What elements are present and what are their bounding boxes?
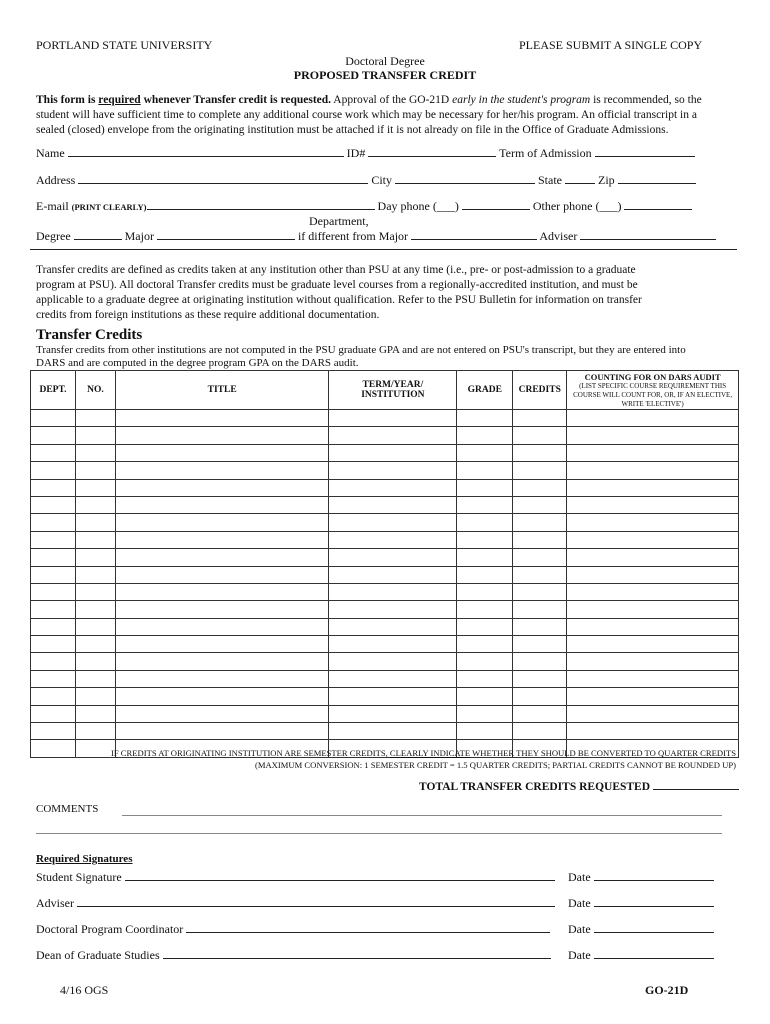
- cell-title[interactable]: [115, 688, 329, 705]
- coordinator-date-field[interactable]: [568, 922, 714, 937]
- cell-term[interactable]: [329, 427, 457, 444]
- transfer-credits-table: [30, 370, 739, 758]
- cell-grade[interactable]: [457, 410, 513, 427]
- table-row: [31, 670, 739, 687]
- cell-credits[interactable]: [513, 496, 567, 513]
- col-grade: GRADE: [457, 371, 513, 410]
- cell-credits[interactable]: [513, 601, 567, 618]
- adviser-field-line[interactable]: [580, 229, 716, 240]
- signatures-heading: Required Signatures: [36, 853, 133, 865]
- cell-term[interactable]: [329, 723, 457, 740]
- cell-title[interactable]: [115, 636, 329, 653]
- student-signature-line[interactable]: [125, 870, 555, 881]
- comments-line-2[interactable]: [36, 833, 722, 834]
- cell-credits[interactable]: [513, 427, 567, 444]
- form-title: PROPOSED TRANSFER CREDIT: [293, 68, 477, 82]
- adviser-signature-field[interactable]: [36, 896, 555, 911]
- cell-title[interactable]: [115, 583, 329, 600]
- cell-title[interactable]: [115, 462, 329, 479]
- dean-signature-line[interactable]: [163, 948, 551, 959]
- intro-italic: early in the student's program: [452, 94, 591, 106]
- cell-no[interactable]: [75, 496, 115, 513]
- city-line[interactable]: [395, 173, 535, 184]
- major-line[interactable]: [157, 229, 295, 240]
- table-row: [31, 723, 739, 740]
- cell-term[interactable]: [329, 462, 457, 479]
- coordinator-date-line[interactable]: [594, 922, 714, 933]
- cell-dept[interactable]: [31, 653, 76, 670]
- table-row: [31, 531, 739, 548]
- cell-term[interactable]: [329, 549, 457, 566]
- cell-term[interactable]: [329, 601, 457, 618]
- cell-dept[interactable]: [31, 427, 76, 444]
- cell-counting[interactable]: [567, 601, 739, 618]
- id-label: ID#: [346, 146, 366, 160]
- cell-credits[interactable]: [513, 410, 567, 427]
- cell-no[interactable]: [75, 618, 115, 635]
- cell-grade[interactable]: [457, 618, 513, 635]
- day-phone-label: Day phone (___): [377, 199, 459, 213]
- col-no: NO.: [75, 371, 115, 410]
- cell-term[interactable]: [329, 410, 457, 427]
- table-row: [31, 496, 739, 513]
- cell-dept[interactable]: [31, 618, 76, 635]
- cell-title[interactable]: [115, 670, 329, 687]
- cell-dept[interactable]: [31, 444, 76, 461]
- col-title: TITLE: [115, 371, 329, 410]
- department-label: Department,: [309, 214, 369, 228]
- cell-term[interactable]: [329, 514, 457, 531]
- table-row: [31, 549, 739, 566]
- degree-line[interactable]: [74, 229, 122, 240]
- cell-no[interactable]: [75, 688, 115, 705]
- counting-note: (LIST SPECIFIC COURSE REQUIREMENT THIS COURSE WILL COUNT FOR, OR, IF AN ELECTIVE, WRITE 'ELECTIVE'): [573, 381, 733, 408]
- coordinator-signature-field[interactable]: [36, 922, 550, 937]
- cell-dept[interactable]: [31, 705, 76, 722]
- print-clearly-note: (PRINT CLEARLY): [71, 202, 147, 212]
- cell-counting[interactable]: [567, 549, 739, 566]
- cell-dept[interactable]: [31, 566, 76, 583]
- cell-dept[interactable]: [31, 723, 76, 740]
- conversion-note-underlined: CLEARLY INDICATE: [389, 748, 471, 758]
- cell-grade[interactable]: [457, 723, 513, 740]
- cell-dept[interactable]: [31, 549, 76, 566]
- coordinator-signature-label: Doctoral Program Coordinator: [36, 922, 184, 936]
- cell-no[interactable]: [75, 531, 115, 548]
- cell-dept[interactable]: [31, 410, 76, 427]
- cell-credits[interactable]: [513, 549, 567, 566]
- coordinator-signature-line[interactable]: [186, 922, 550, 933]
- cell-credits[interactable]: [513, 636, 567, 653]
- cell-dept[interactable]: [31, 670, 76, 687]
- intro-line-2: student will have sufficient time to complete any additional course work which may be necessary for her/his program. An official transcript in a: [36, 109, 697, 121]
- cell-grade[interactable]: [457, 653, 513, 670]
- cell-credits[interactable]: [513, 444, 567, 461]
- cell-counting[interactable]: [567, 618, 739, 635]
- cell-credits[interactable]: [513, 618, 567, 635]
- adviser-signature-label: Adviser: [36, 896, 74, 910]
- cell-no[interactable]: [75, 723, 115, 740]
- cell-title[interactable]: [115, 531, 329, 548]
- dean-signature-label: Dean of Graduate Studies: [36, 948, 160, 962]
- cell-title[interactable]: [115, 723, 329, 740]
- table-row: [31, 688, 739, 705]
- dean-date-label: Date: [568, 948, 591, 962]
- col-counting-for: [567, 371, 739, 410]
- cell-grade[interactable]: [457, 531, 513, 548]
- adviser-signature-line[interactable]: [77, 896, 555, 907]
- cell-term[interactable]: [329, 688, 457, 705]
- cell-credits[interactable]: [513, 479, 567, 496]
- table-row: [31, 410, 739, 427]
- name-field[interactable]: [36, 146, 695, 161]
- cell-term[interactable]: [329, 705, 457, 722]
- intro-required: required: [98, 94, 141, 106]
- cell-no[interactable]: [75, 636, 115, 653]
- other-phone-label: Other phone (___): [532, 199, 622, 213]
- total-credits-label: TOTAL TRANSFER CREDITS REQUESTED: [419, 781, 651, 793]
- cell-counting[interactable]: [567, 479, 739, 496]
- cell-no[interactable]: [75, 462, 115, 479]
- degree-field[interactable]: [36, 229, 716, 244]
- cell-title[interactable]: [115, 514, 329, 531]
- revision-label: 4/16 OGS: [60, 983, 109, 997]
- cell-credits[interactable]: [513, 670, 567, 687]
- cell-credits[interactable]: [513, 688, 567, 705]
- cell-counting[interactable]: [567, 583, 739, 600]
- table-row: [31, 444, 739, 461]
- intro-bold-b: whenever Transfer credit is requested.: [140, 94, 332, 106]
- cell-dept[interactable]: [31, 531, 76, 548]
- cell-grade[interactable]: [457, 514, 513, 531]
- definition-line-4: credits from foreign institutions as these require additional documentation.: [36, 309, 380, 321]
- table-row: [31, 705, 739, 722]
- total-credits-line[interactable]: [653, 779, 739, 790]
- major-label: Major: [124, 229, 154, 243]
- cell-no[interactable]: [75, 479, 115, 496]
- table-row: [31, 653, 739, 670]
- student-date-line[interactable]: [594, 870, 714, 881]
- cell-counting[interactable]: [567, 514, 739, 531]
- transfer-credits-heading: Transfer Credits: [36, 327, 143, 343]
- cell-title[interactable]: [115, 427, 329, 444]
- cell-no[interactable]: [75, 670, 115, 687]
- student-signature-field[interactable]: [36, 870, 555, 885]
- email-label: E-mail: [36, 199, 69, 213]
- address-line[interactable]: [78, 173, 368, 184]
- conversion-note-b: WHETHER THEY SHOULD BE CONVERTED TO QUARTER CREDITS: [470, 748, 736, 758]
- cell-credits[interactable]: [513, 531, 567, 548]
- zip-line[interactable]: [618, 173, 696, 184]
- cell-grade[interactable]: [457, 583, 513, 600]
- cell-dept[interactable]: [31, 496, 76, 513]
- cell-title[interactable]: [115, 549, 329, 566]
- col-term-year-institution: TERM/YEAR/ INSTITUTION: [329, 371, 457, 410]
- transfer-note-line-2: DARS and are computed in the degree program GPA on the DARS audit.: [36, 357, 359, 369]
- submit-note: PLEASE SUBMIT A SINGLE COPY: [519, 38, 703, 52]
- cell-grade[interactable]: [457, 427, 513, 444]
- form-code: GO-21D: [645, 983, 689, 997]
- intro-plain-b: is recommended, so the: [590, 94, 702, 106]
- cell-grade[interactable]: [457, 705, 513, 722]
- cell-title[interactable]: [115, 496, 329, 513]
- table-row: [31, 636, 739, 653]
- degree-label: Doctoral Degree: [345, 54, 425, 68]
- cell-counting[interactable]: [567, 688, 739, 705]
- cell-term[interactable]: [329, 653, 457, 670]
- section-divider: [30, 249, 737, 250]
- intro-bold-a: This form is: [36, 94, 99, 106]
- table-row: [31, 462, 739, 479]
- cell-credits[interactable]: [513, 705, 567, 722]
- cell-dept[interactable]: [31, 688, 76, 705]
- table-header-row: [31, 371, 739, 410]
- cell-no[interactable]: [75, 705, 115, 722]
- adviser-date-label: Date: [568, 896, 591, 910]
- cell-grade[interactable]: [457, 479, 513, 496]
- cell-no[interactable]: [75, 410, 115, 427]
- cell-counting[interactable]: [567, 566, 739, 583]
- student-date-label: Date: [568, 870, 591, 884]
- cell-term[interactable]: [329, 496, 457, 513]
- col-credits: CREDITS: [513, 371, 567, 410]
- conversion-note: [30, 747, 736, 771]
- cell-grade[interactable]: [457, 549, 513, 566]
- cell-no[interactable]: [75, 514, 115, 531]
- table-row: [31, 479, 739, 496]
- cell-title[interactable]: [115, 653, 329, 670]
- cell-title[interactable]: [115, 479, 329, 496]
- cell-title[interactable]: [115, 618, 329, 635]
- total-credits-field[interactable]: [419, 779, 739, 793]
- cell-counting[interactable]: [567, 444, 739, 461]
- cell-credits[interactable]: [513, 583, 567, 600]
- cell-dept[interactable]: [31, 514, 76, 531]
- cell-grade[interactable]: [457, 444, 513, 461]
- cell-term[interactable]: [329, 531, 457, 548]
- cell-title[interactable]: [115, 444, 329, 461]
- cell-term[interactable]: [329, 583, 457, 600]
- cell-counting[interactable]: [567, 410, 739, 427]
- department-if-different-label: if different from Major: [297, 229, 409, 243]
- definition-line-2: program at PSU). All doctoral Transfer credits must be graduate level courses from a regionally-accredited institution, and must be: [36, 279, 638, 291]
- cell-credits[interactable]: [513, 653, 567, 670]
- cell-counting[interactable]: [567, 427, 739, 444]
- table-row: [31, 583, 739, 600]
- cell-title[interactable]: [115, 410, 329, 427]
- table-row: [31, 601, 739, 618]
- table-row: [31, 427, 739, 444]
- cell-term[interactable]: [329, 670, 457, 687]
- intro-plain-a: Approval of the GO-21D: [331, 94, 453, 106]
- city-label: City: [371, 173, 392, 187]
- comments-label: COMMENTS: [36, 803, 99, 815]
- intro-line-3: sealed (closed) envelope from the originating institution must be attached if it is not already on file in the Office of Graduate Admissions.: [36, 124, 669, 136]
- adviser-date-field[interactable]: [568, 896, 714, 911]
- name-line[interactable]: [68, 146, 344, 157]
- counting-header: COUNTING FOR ON DARS AUDIT: [584, 371, 721, 382]
- name-label: Name: [36, 146, 65, 160]
- cell-dept[interactable]: [31, 479, 76, 496]
- cell-grade[interactable]: [457, 601, 513, 618]
- dean-signature-field[interactable]: [36, 948, 551, 963]
- zip-label: Zip: [598, 173, 615, 187]
- state-line[interactable]: [565, 173, 595, 184]
- intro-paragraph: [36, 93, 746, 138]
- cell-counting[interactable]: [567, 531, 739, 548]
- transfer-note: [36, 344, 686, 370]
- definition-line-1: Transfer credits are defined as credits taken at any institution other than PSU at any time (i.e., pre- or post-admission to a graduate: [36, 264, 636, 276]
- email-field[interactable]: [36, 199, 692, 214]
- cell-dept[interactable]: [31, 636, 76, 653]
- cell-counting[interactable]: [567, 653, 739, 670]
- conversion-note-line-2: (MAXIMUM CONVERSION: 1 SEMESTER CREDIT = 1.5 QUARTER CREDITS; PARTIAL CREDITS CANNOT BE ROUNDED UP): [254, 760, 736, 770]
- cell-dept[interactable]: [31, 462, 76, 479]
- table-row: [31, 566, 739, 583]
- conversion-note-a: IF CREDITS AT ORIGINATING INSTITUTION ARE SEMESTER CREDITS,: [111, 748, 390, 758]
- dean-date-line[interactable]: [594, 948, 714, 959]
- adviser-date-line[interactable]: [594, 896, 714, 907]
- cell-counting[interactable]: [567, 636, 739, 653]
- cell-no[interactable]: [75, 427, 115, 444]
- transfer-note-line-1: Transfer credits from other institutions are not computed in the PSU graduate GPA and are not entered on PSU's transcript, but they are entered into: [36, 344, 686, 356]
- coordinator-date-label: Date: [568, 922, 591, 936]
- cell-title[interactable]: [115, 705, 329, 722]
- cell-no[interactable]: [75, 444, 115, 461]
- dean-date-field[interactable]: [568, 948, 714, 963]
- table-row: [31, 618, 739, 635]
- cell-grade[interactable]: [457, 670, 513, 687]
- cell-grade[interactable]: [457, 496, 513, 513]
- degree-label: Degree: [36, 229, 71, 243]
- address-label: Address: [36, 173, 76, 187]
- cell-credits[interactable]: [513, 514, 567, 531]
- cell-grade[interactable]: [457, 636, 513, 653]
- email-line[interactable]: [147, 199, 375, 210]
- cell-counting[interactable]: [567, 462, 739, 479]
- cell-grade[interactable]: [457, 566, 513, 583]
- department-line[interactable]: [411, 229, 537, 240]
- cell-term[interactable]: [329, 618, 457, 635]
- col-dept: DEPT.: [31, 371, 76, 410]
- cell-counting[interactable]: [567, 723, 739, 740]
- cell-title[interactable]: [115, 566, 329, 583]
- cell-term[interactable]: [329, 566, 457, 583]
- cell-no[interactable]: [75, 583, 115, 600]
- cell-term[interactable]: [329, 479, 457, 496]
- cell-dept[interactable]: [31, 583, 76, 600]
- address-field[interactable]: [36, 173, 696, 188]
- table-body: [31, 410, 739, 758]
- student-signature-label: Student Signature: [36, 870, 122, 884]
- comments-line-1[interactable]: [122, 815, 722, 816]
- cell-no[interactable]: [75, 653, 115, 670]
- student-date-field[interactable]: [568, 870, 714, 885]
- definition-paragraph: [36, 263, 642, 323]
- cell-grade[interactable]: [457, 688, 513, 705]
- cell-dept[interactable]: [31, 601, 76, 618]
- university-name: PORTLAND STATE UNIVERSITY: [36, 38, 213, 52]
- cell-credits[interactable]: [513, 462, 567, 479]
- definition-line-3: applicable to a graduate degree at originating institution without qualification. Refer to the PSU Bulletin for information on transfer: [36, 294, 642, 306]
- term-label: Term of Admission: [499, 146, 592, 160]
- cell-term[interactable]: [329, 636, 457, 653]
- cell-counting[interactable]: [567, 705, 739, 722]
- cell-no[interactable]: [75, 549, 115, 566]
- cell-no[interactable]: [75, 566, 115, 583]
- table-row: [31, 514, 739, 531]
- cell-grade[interactable]: [457, 462, 513, 479]
- cell-no[interactable]: [75, 601, 115, 618]
- id-line[interactable]: [368, 146, 496, 157]
- cell-credits[interactable]: [513, 566, 567, 583]
- adviser-field-label: Adviser: [539, 229, 578, 243]
- term-line[interactable]: [595, 146, 695, 157]
- cell-credits[interactable]: [513, 723, 567, 740]
- day-phone-line[interactable]: [462, 199, 530, 210]
- cell-counting[interactable]: [567, 496, 739, 513]
- cell-title[interactable]: [115, 601, 329, 618]
- cell-term[interactable]: [329, 444, 457, 461]
- state-label: State: [538, 173, 562, 187]
- other-phone-line[interactable]: [624, 199, 692, 210]
- cell-counting[interactable]: [567, 670, 739, 687]
